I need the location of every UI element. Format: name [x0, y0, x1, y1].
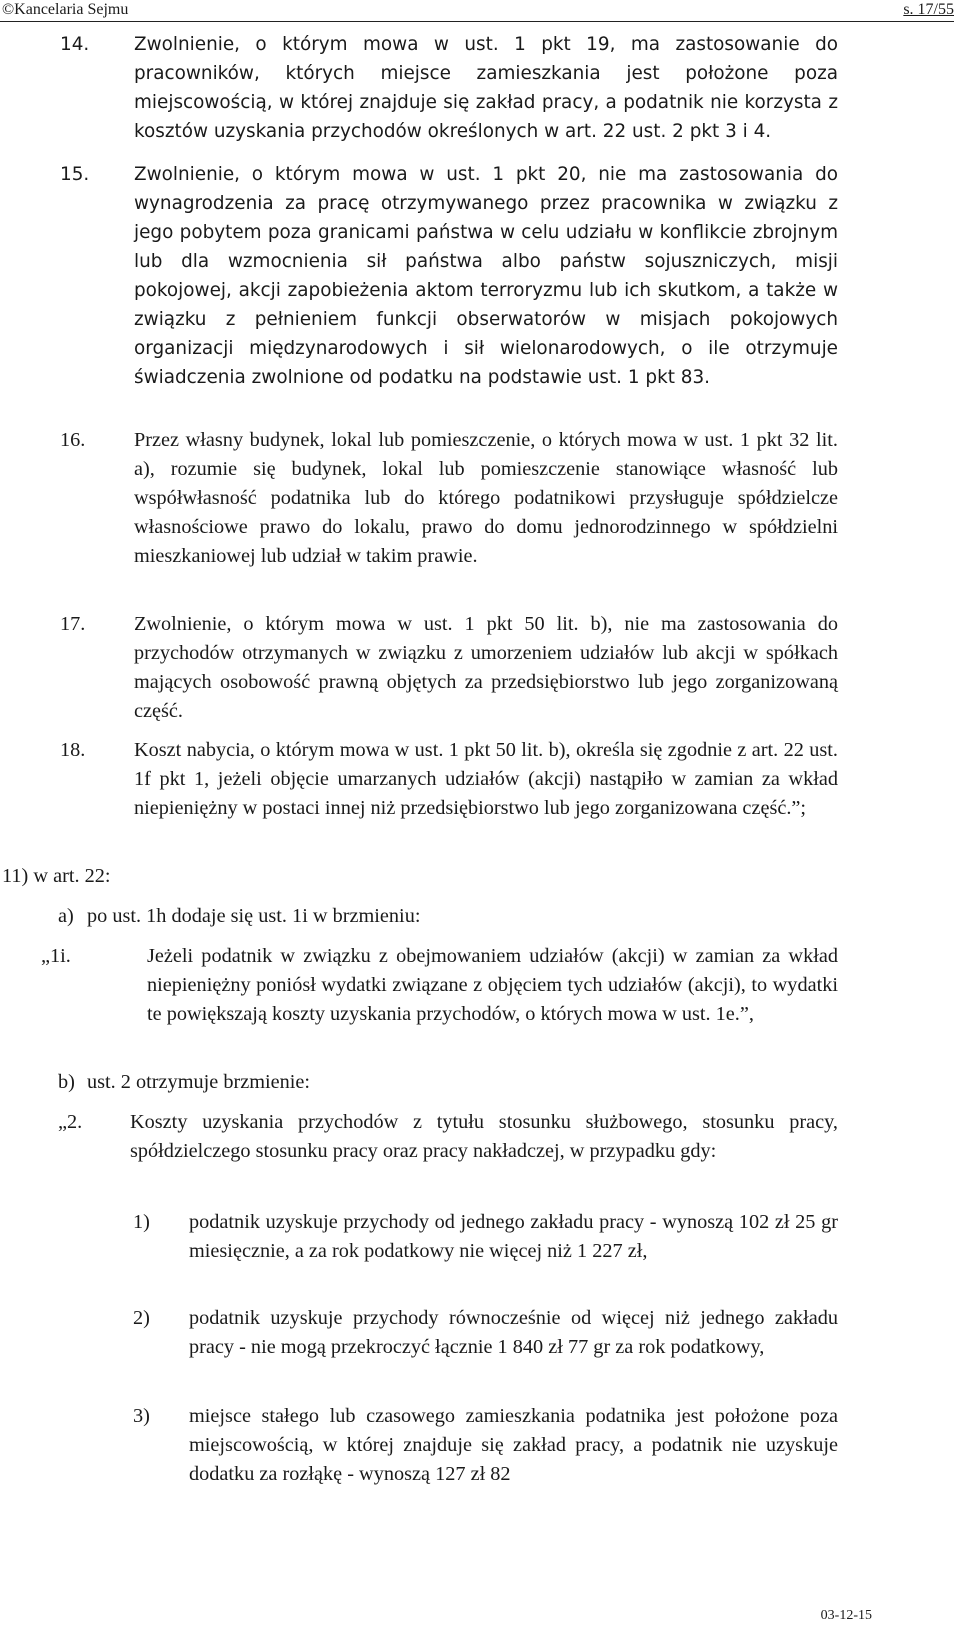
letter-label: b) [58, 1071, 75, 1093]
list-item-2 [133, 1304, 838, 1362]
header-page-number: s. 17/55 [903, 1, 954, 18]
paragraph-14 [60, 30, 838, 146]
header-source: ©Kancelaria Sejmu [2, 1, 129, 18]
amendment-letter-a [58, 902, 838, 931]
paragraph-text: Zwolnienie, o którym mowa w ust. 1 pkt 19, ma zastosowanie do pracowników, których miejsce zamieszkania jest położone poza miejscowością, w której znajduje się zakład pracy, a podatnik nie korzysta z kosztów uzyskania przychodów określonych w art. 22 ust. 2 pkt 3 i 4. [134, 34, 838, 142]
paragraph-18 [60, 736, 838, 823]
quote-number: „2. [58, 1111, 83, 1133]
list-item-1 [133, 1208, 838, 1266]
item-number: 1) [133, 1211, 150, 1233]
quote-text: Jeżeli podatnik w związku z obejmowaniem udziałów (akcji) w zamian za wkład niepieniężny poniósł wydatki związane z objęciem tych udziałów (akcji), to wydatki te powiększają koszty uzyskania przychodów, o których mowa w ust. 1e.”, [147, 945, 838, 1025]
paragraph-number: 18. [60, 739, 86, 761]
item-text: podatnik uzyskuje przychody równocześnie od więcej niż jednego zakładu pracy - nie mogą przekroczyć łącznie 1 840 zł 77 gr za rok podatkowy, [189, 1307, 838, 1358]
paragraph-text: Zwolnienie, o którym mowa w ust. 1 pkt 50 lit. b), nie ma zastosowania do przychodów otrzymanych w związku z umorzeniem udziałów lub akcji w spółkach mających osobowość prawną objętych za przedsiębiorstwo lub jego zorganizowaną część. [134, 613, 838, 722]
quoted-paragraph-1i [41, 942, 838, 1029]
item-number: 2) [133, 1307, 150, 1329]
paragraph-text: Koszt nabycia, o którym mowa w ust. 1 pkt 50 lit. b), określa się zgodnie z art. 22 ust. 1f pkt 1, jeżeli objęcie umarzanych udziałów (akcji) nastąpiło w zamian za wkład niepieniężny w postaci innej niż przedsiębiorstwo lub jego zorganizowana część.”; [134, 739, 838, 819]
item-number: 3) [133, 1405, 150, 1427]
paragraph-17 [60, 610, 838, 726]
paragraph-number: 17. [60, 613, 86, 635]
paragraph-number: 15. [60, 164, 90, 185]
quote-number: „1i. [41, 945, 71, 967]
letter-text: ust. 2 otrzymuje brzmienie: [87, 1071, 311, 1093]
paragraph-number: 16. [60, 429, 86, 451]
footer-date: 03-12-15 [820, 1608, 872, 1623]
paragraph-text: Przez własny budynek, lokal lub pomieszczenie, o których mowa w ust. 1 pkt 32 lit. a), rozumie się budynek, lokal lub pomieszczenie stanowiące własność lub współwłasność podatnika lub do którego podatnikowi przysługuje spółdzielcze własnościowe prawo do lokalu, prawo do domu jednorodzinnego w spółdzielni mieszkaniowej lub udział w takim prawie. [134, 429, 838, 567]
paragraph-16 [60, 426, 838, 571]
paragraph-number: 14. [60, 34, 90, 55]
list-item-3 [133, 1402, 838, 1489]
quote-text: Koszty uzyskania przychodów z tytułu stosunku służbowego, stosunku pracy, spółdzielczego stosunku pracy oraz pracy nakładczej, w przypadku gdy: [130, 1111, 838, 1162]
amendment-point-11: 11) w art. 22: [2, 865, 111, 887]
paragraph-15 [60, 160, 838, 392]
amendment-letter-b [58, 1068, 838, 1097]
quoted-paragraph-2 [58, 1108, 838, 1166]
paragraph-text: Zwolnienie, o którym mowa w ust. 1 pkt 20, nie ma zastosowania do wynagrodzenia za pracę otrzymywanego przez pracownika w związku z jego pobytem poza granicami państwa w celu udziału w konflikcie zbrojnym lub dla wzmocnienia sił państwa albo państw sojuszniczych, misji pokojowej, akcji zapobieżenia aktom terroryzmu lub ich skutkom, a także w związku z pełnieniem funkcji obserwatorów w misjach pokojowych organizacji międzynarodowych i sił wielonarodowych, o ile otrzymuje świadczenia zwolnione od podatku na podstawie ust. 1 pkt 83. [134, 164, 838, 388]
item-text: podatnik uzyskuje przychody od jednego zakładu pracy - wynoszą 102 zł 25 gr miesięcznie, a za rok podatkowy nie więcej niż 1 227 zł, [189, 1211, 838, 1262]
header-divider [0, 21, 954, 22]
letter-text: po ust. 1h dodaje się ust. 1i w brzmieniu: [87, 905, 421, 927]
letter-label: a) [58, 905, 74, 927]
item-text: miejsce stałego lub czasowego zamieszkania podatnika jest położone poza miejscowością, w której znajduje się zakład pracy, a podatnik nie uzyskuje dodatku za rozłąkę - wynoszą 127 zł 82 [189, 1405, 838, 1485]
